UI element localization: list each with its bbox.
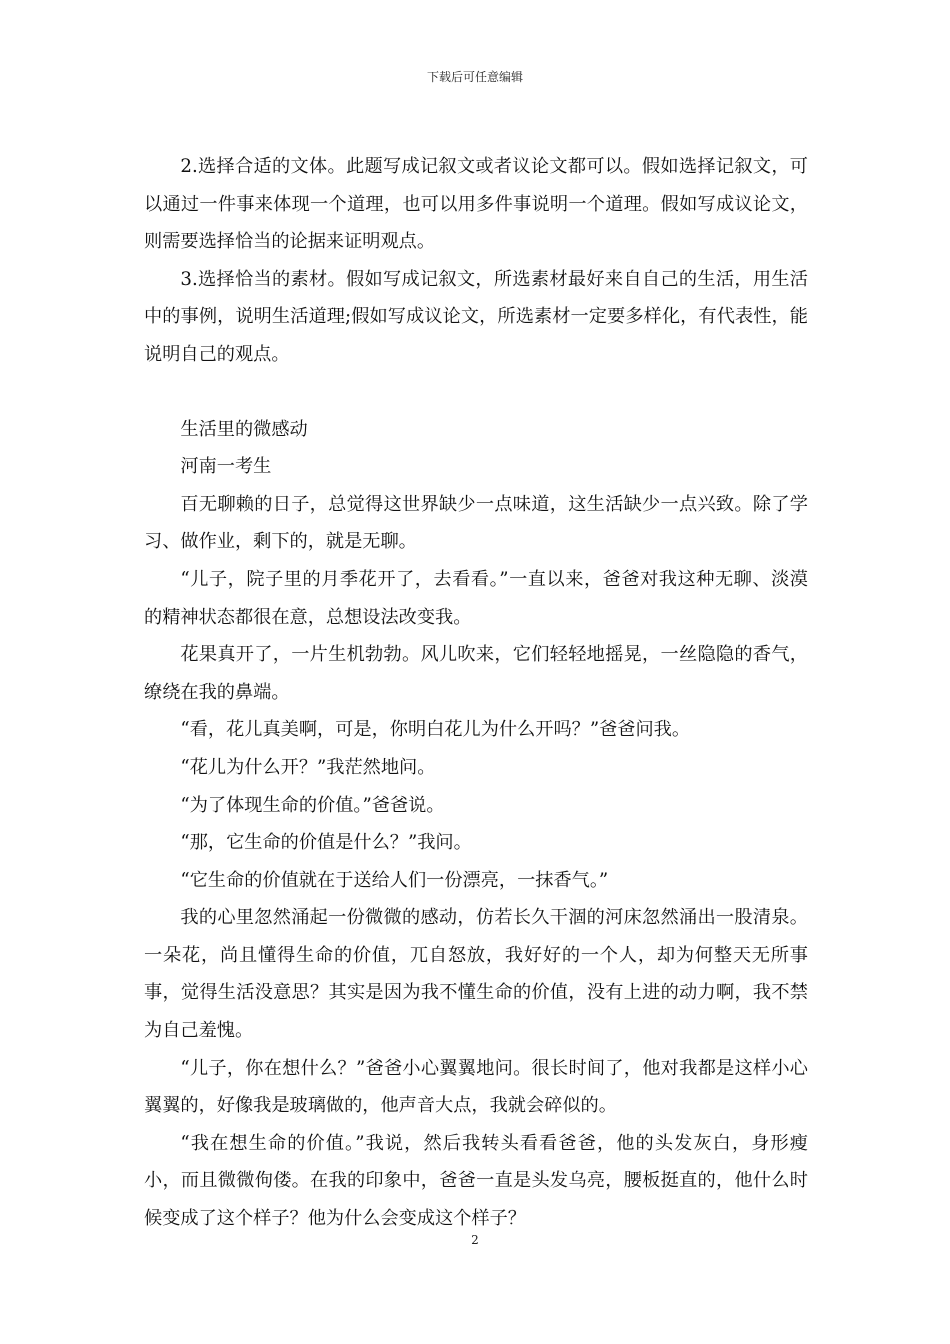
page-number: 2 [471,1233,479,1247]
page-header: 下载后可任意编辑 [426,70,523,84]
essay-author: 河南一考生 [180,456,272,478]
intro-paragraph: 2.选择合适的文体。此题写成记叙文或者议论文都可以。假如选择记叙文，可以通过一件事来体现一个道理，也可以用多件事说明一个道理。假如写成议论文，则需要选择恰当的论据来证明观点。 [144,156,808,253]
essay-paragraph: “儿子，院子里的月季花开了，去看看。”一直以来，爸爸对我这种无聊、淡漠的精神状态都很在意，总想设法改变我。 [144,568,808,628]
intro-paragraph: 3.选择恰当的素材。假如写成记叙文，所选素材最好来自自己的生活，用生活中的事例，说明生活道理;假如写成议论文，所选素材一定要多样化，有代表性，能说明自己的观点。 [144,268,808,365]
essay-paragraph: “它生命的价值就在于送给人们一份漂亮，一抹香气。” [180,869,609,891]
essay-paragraph: 百无聊赖的日子，总觉得这世界缺少一点味道，这生活缺少一点兴致。除了学习、做作业，剩下的，就是无聊。 [144,493,808,553]
essay-paragraph: 我的心里忽然涌起一份微微的感动，仿若长久干涸的河床忽然涌出一股清泉。一朵花，尚且懂得生命的价值，兀自怒放，我好好的一个人，却为何整天无所事事，觉得生活没意思？其实是因为我不懂生命的价值，没有上进的动力啊，我不禁为自己羞愧。 [144,907,808,1042]
essay-title: 生活里的微感动 [180,418,308,440]
essay-paragraph: “花儿为什么开？”我茫然地问。 [180,756,436,778]
essay-paragraph: “看，花儿真美啊，可是，你明白花儿为什么开吗？”爸爸问我。 [180,719,691,741]
essay-paragraph: “儿子，你在想什么？”爸爸小心翼翼地问。很长时间了，他对我都是这样小心翼翼的，好像我是玻璃做的，他声音大点，我就会碎似的。 [144,1057,808,1117]
document-body [144,148,808,1238]
essay-paragraph: “为了体现生命的价值。”爸爸说。 [180,794,445,816]
essay-paragraph: “我在想生命的价值。”我说，然后我转头看看爸爸，他的头发灰白，身形瘦小，而且微微佝偻。在我的印象中，爸爸一直是头发乌亮，腰板挺直的，他什么时候变成了这个样子？他为什么会变成这个样子？ [144,1132,808,1230]
essay-paragraph: 花果真开了，一片生机勃勃。风儿吹来，它们轻轻地摇晃，一丝隐隐的香气，缭绕在我的鼻端。 [144,644,808,703]
essay-paragraph: “那，它生命的价值是什么？”我问。 [180,832,472,854]
